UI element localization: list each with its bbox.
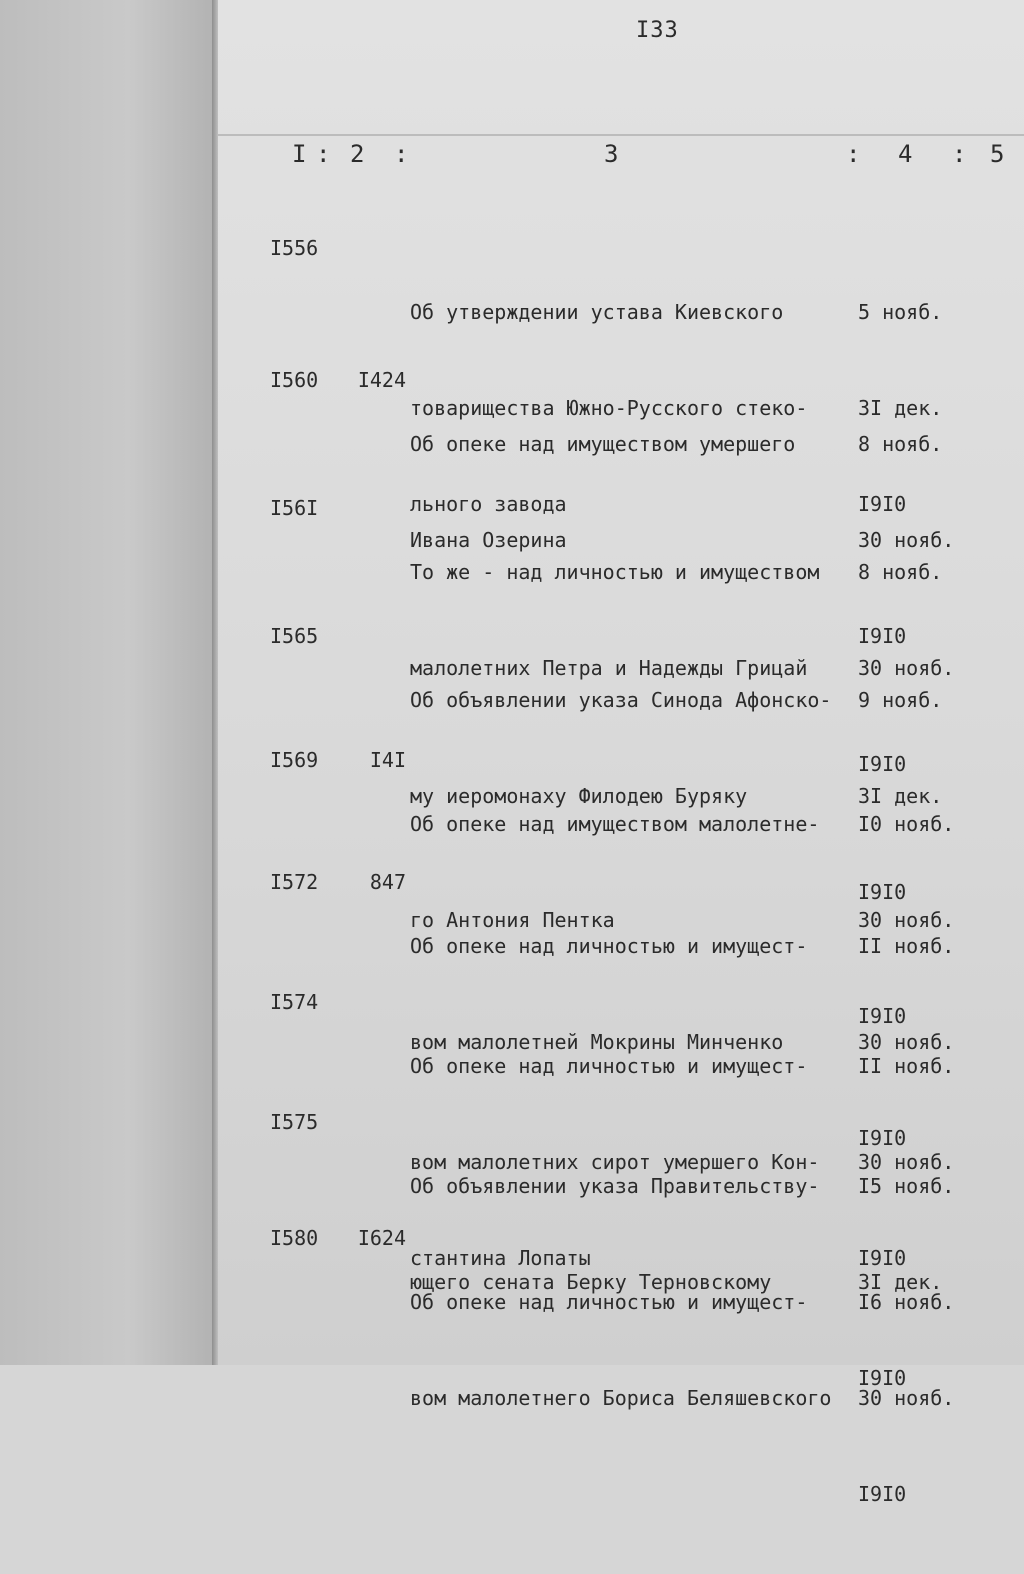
date-end: 3I дек. (858, 396, 943, 420)
date-end: 30 нояб. (858, 528, 955, 552)
column-separator: : (394, 140, 409, 168)
entry-number: I556 (270, 236, 319, 260)
column-separator: : (316, 140, 331, 168)
entry-number: I580 (270, 1226, 319, 1250)
description-line: То же - над личностью и имуществом (410, 560, 820, 584)
date-end: 3I дек. (858, 784, 943, 808)
description-line: го Антония Пентка (410, 908, 615, 932)
date-year: I9I0 (858, 1246, 907, 1270)
entry-number: I572 (270, 870, 319, 894)
description-line: стантина Лопаты (410, 1246, 591, 1270)
description-line: ющего сената Берку Терновскому (410, 1270, 772, 1294)
entry-number: I56I (270, 496, 319, 520)
date-year: I9I0 (858, 492, 907, 516)
description-line: му иеромонаху Филодею Буряку (410, 784, 748, 808)
description-line: Об опеке над личностью и имущест- (410, 1290, 808, 1314)
date-start: 9 нояб. (858, 688, 943, 712)
page-number: I33 (636, 18, 679, 43)
entry-number: I569 (270, 748, 319, 772)
date-year: I9I0 (858, 752, 907, 776)
date-start: 5 нояб. (858, 300, 943, 324)
description-line: Об опеке над имуществом малолетне- (410, 812, 820, 836)
date-year: I9I0 (858, 1366, 907, 1390)
column-separator: : (846, 140, 861, 168)
description-line: вом малолетней Мокрины Минченко (410, 1030, 784, 1054)
description-line: малолетних Петра и Надежды Грицай (410, 656, 808, 680)
column-header-1: I (292, 140, 307, 168)
date-end: 30 нояб. (858, 1030, 955, 1054)
column-header-5: 5 (990, 140, 1005, 168)
date-start: I5 нояб. (858, 1174, 955, 1198)
entry-number: I575 (270, 1110, 319, 1134)
entry-number: I574 (270, 990, 319, 1014)
date-end: 30 нояб. (858, 1386, 955, 1410)
date-year: I9I0 (858, 624, 907, 648)
date-start: 8 нояб. (858, 432, 943, 456)
entry-reference: I424 (357, 368, 406, 392)
date-end: 30 нояб. (858, 908, 955, 932)
description-line: вом малолетних сирот умершего Кон- (410, 1150, 820, 1174)
entry-description (410, 1222, 860, 1478)
entry-reference: I624 (357, 1226, 406, 1250)
column-header-3: 3 (604, 140, 619, 168)
description-line: товарищества Южно-Русского стеко- (410, 396, 808, 420)
column-separator: : (952, 140, 967, 168)
entry-number: I565 (270, 624, 319, 648)
date-year: I9I0 (858, 1004, 907, 1028)
column-header-4: 4 (898, 140, 913, 168)
entry-reference: 847 (369, 870, 406, 894)
facing-page (0, 0, 215, 1365)
entry-reference: I4I (369, 748, 406, 772)
date-year: I9I0 (858, 880, 907, 904)
description-line: Об объявлении указа Синода Афонско- (410, 688, 832, 712)
description-line: Об опеке над имуществом умершего (410, 432, 796, 456)
description-line: Об опеке над личностью и имущест- (410, 934, 808, 958)
date-year: I9I0 (858, 1482, 907, 1506)
description-line: вом малолетнего Бориса Беляшевского (410, 1386, 832, 1410)
date-start: I6 нояб. (858, 1290, 955, 1314)
column-header-2: 2 (350, 140, 365, 168)
date-end: 30 нояб. (858, 656, 955, 680)
fold-line (218, 134, 1024, 136)
description-line: Об опеке над личностью и имущест- (410, 1054, 808, 1078)
date-year: I9I0 (858, 1126, 907, 1150)
description-line: Об утверждении устава Киевского (410, 300, 784, 324)
description-line: льного завода (410, 492, 567, 516)
date-start: II нояб. (858, 934, 955, 958)
date-start: 8 нояб. (858, 560, 943, 584)
description-line: Ивана Озерина (410, 528, 567, 552)
date-start: II нояб. (858, 1054, 955, 1078)
date-end: 30 нояб. (858, 1150, 955, 1174)
entry-dates (858, 1222, 988, 1574)
entry-number: I560 (270, 368, 319, 392)
description-line: Об объявлении указа Правительству- (410, 1174, 820, 1198)
date-end: 3I дек. (858, 1270, 943, 1294)
date-start: I0 нояб. (858, 812, 955, 836)
